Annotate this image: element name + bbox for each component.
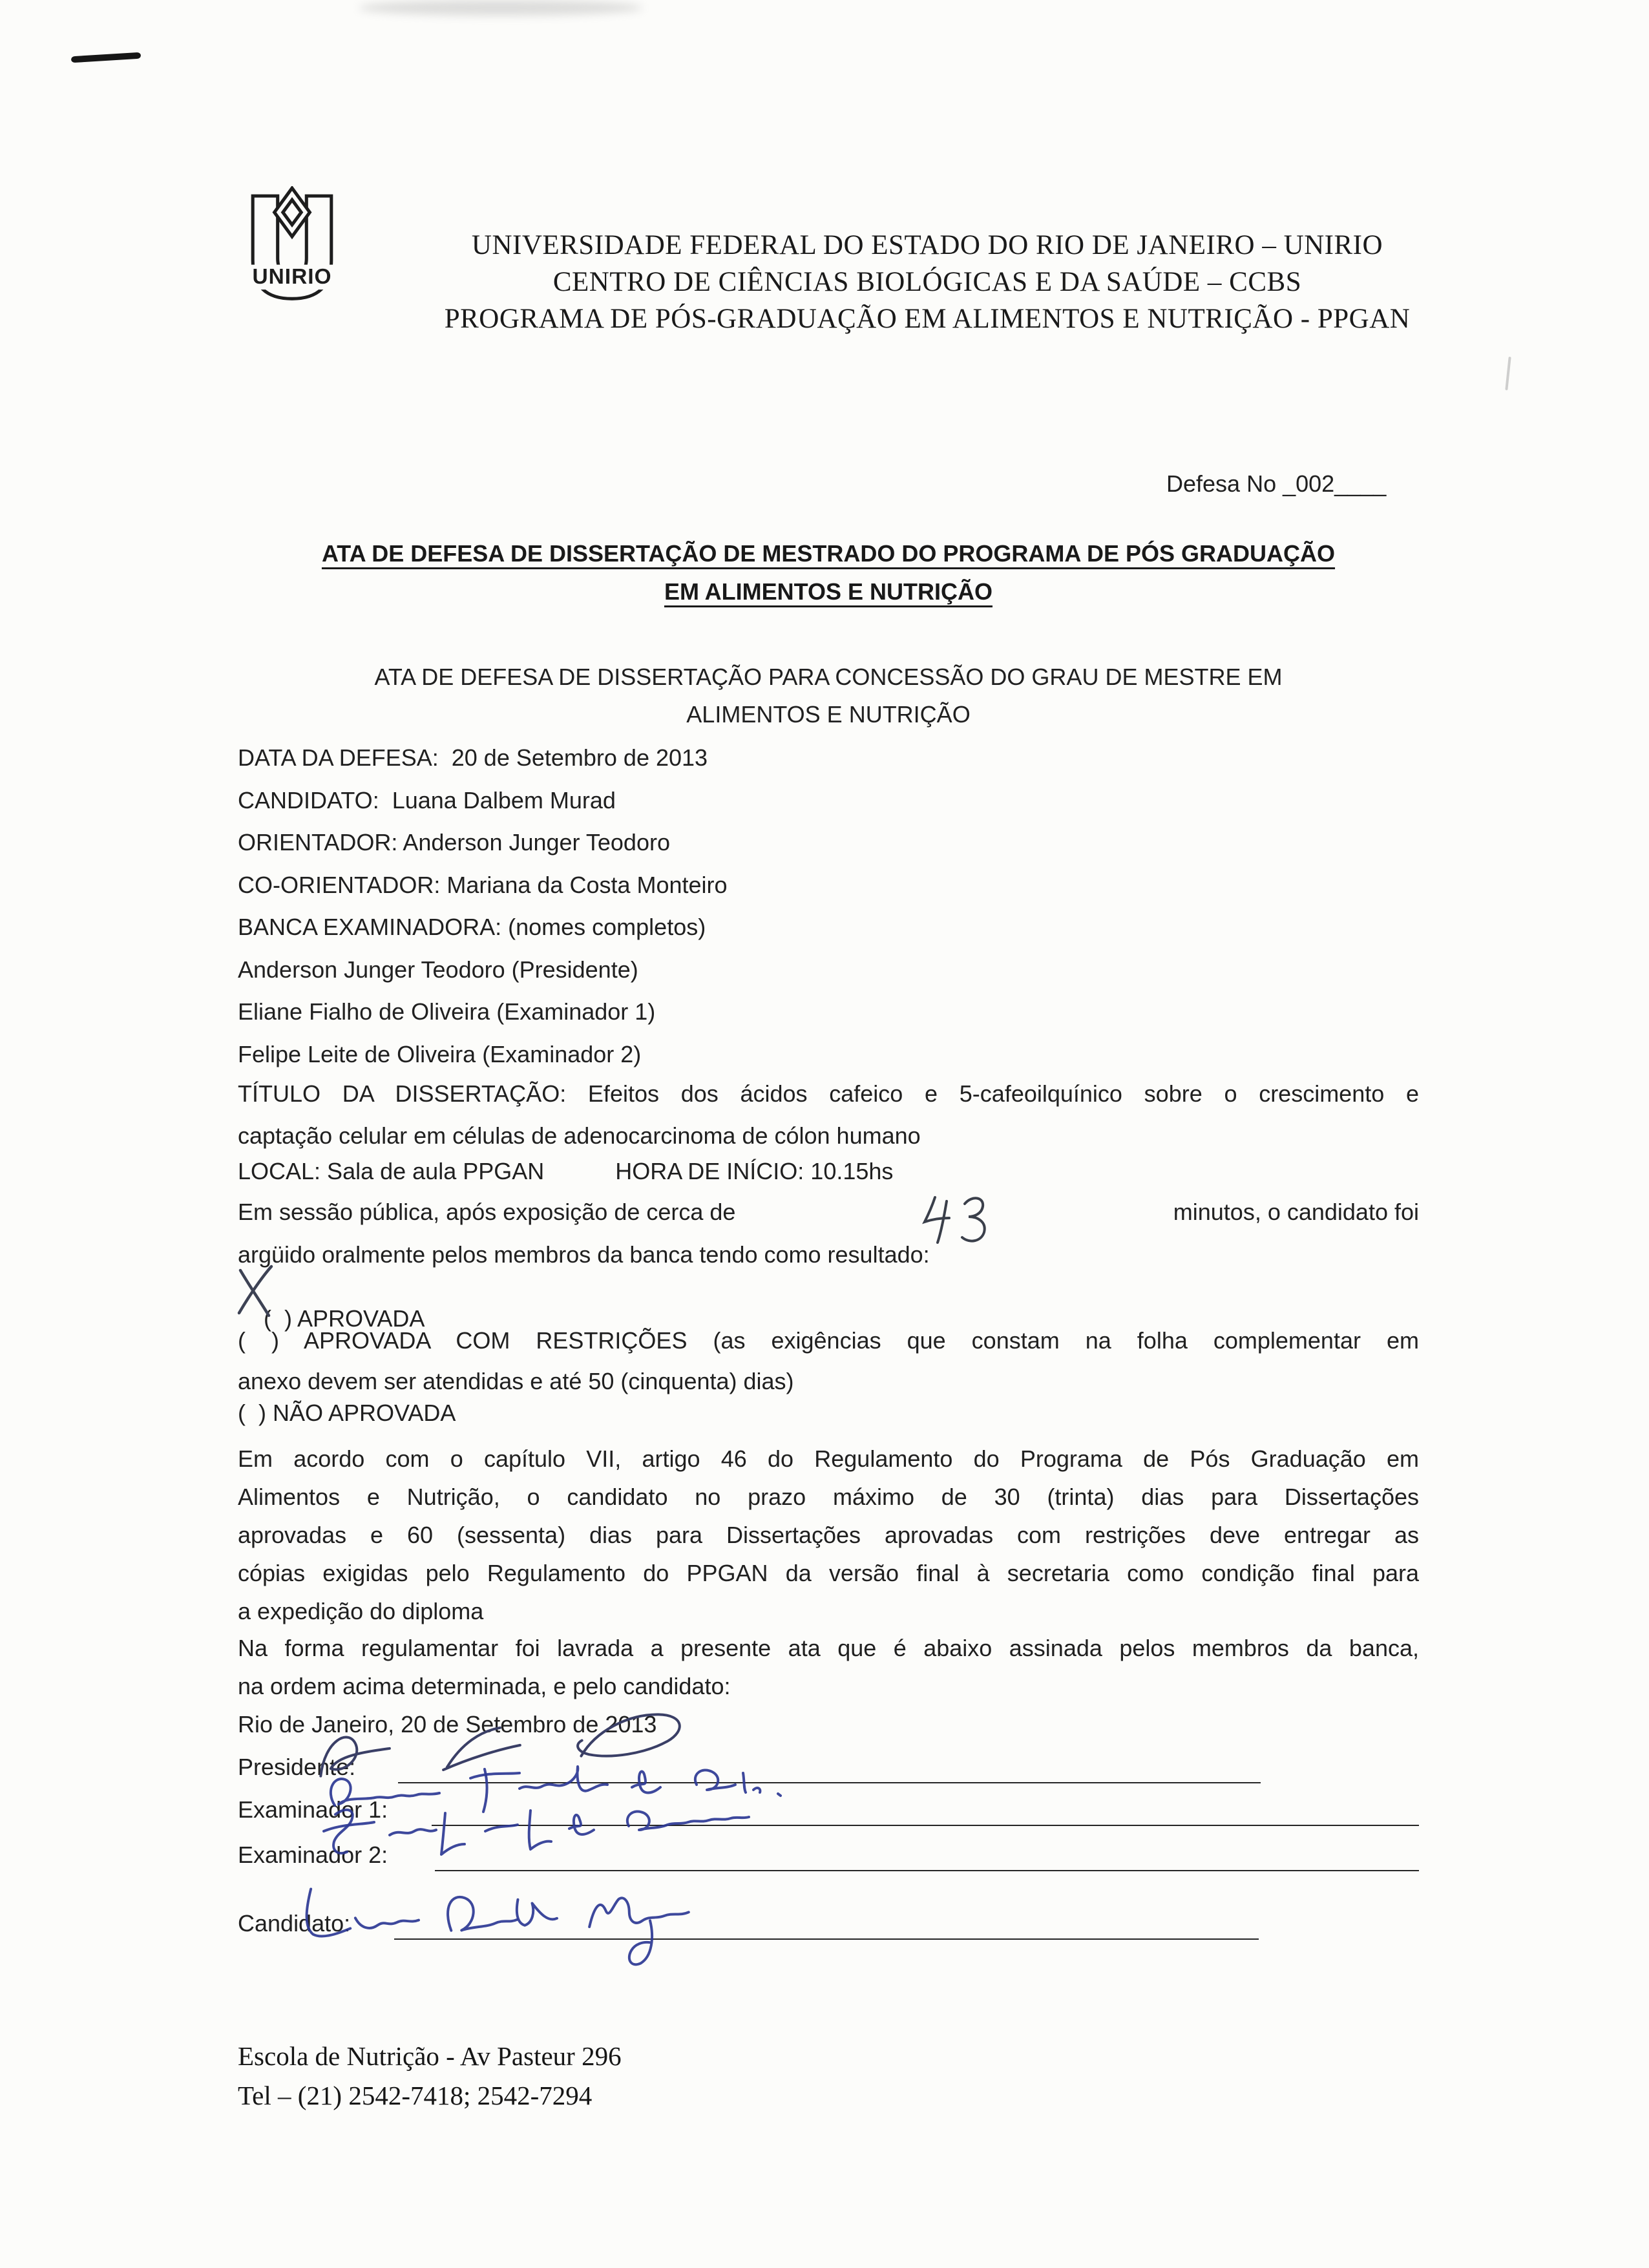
signature-label-candidato: Candidato: <box>238 1910 351 1937</box>
signature-label-presidente: Presidente: <box>238 1754 356 1780</box>
scan-artifact-dash <box>71 52 141 63</box>
unirio-logo-svg <box>243 186 341 330</box>
document-title <box>238 534 1419 611</box>
banca-member-examinador1: Eliane Fialho de Oliveira (Examinador 1) <box>238 998 656 1025</box>
document-title-line: ATA DE DEFESA DE DISSERTAÇÃO DE MESTRADO DO PROGRAMA DE PÓS GRADUAÇÃO <box>321 540 1336 567</box>
defense-details-list <box>238 737 1419 1075</box>
institution-header <box>349 227 1506 337</box>
institution-line: UNIVERSIDADE FEDERAL DO ESTADO DO RIO DE JANEIRO – UNIRIO <box>471 230 1383 260</box>
text-line: ( ) APROVADA COM RESTRIÇÕES (as exigências que constam na folha complementar em <box>238 1327 1419 1354</box>
detail-data-defesa: DATA DA DEFESA: 20 de Setembro de 2013 <box>238 744 708 771</box>
text-line: captação celular em células de adenocarcinoma de cólon humano <box>238 1122 921 1149</box>
hora-inicio-label: HORA DE INÍCIO: 10.15hs <box>615 1158 894 1184</box>
text-line: TÍTULO DA DISSERTAÇÃO: Efeitos dos ácidos cafeico e 5-cafeoilquínico sobre o crescimento e <box>238 1080 1419 1107</box>
sessao-text-after: minutos, o candidato foi <box>1173 1199 1419 1225</box>
sessao-text-before: Em sessão pública, após exposição de cerca de <box>238 1199 736 1225</box>
place-date-line: Rio de Janeiro, 20 de Setembro de 2013 <box>238 1711 657 1738</box>
text-line: Em acordo com o capítulo VII, artigo 46 do Regulamento do Programa de Pós Graduação em <box>238 1445 1419 1472</box>
unirio-logo <box>243 186 341 333</box>
institution-line: PROGRAMA DE PÓS-GRADUAÇÃO EM ALIMENTOS E NUTRIÇÃO - PPGAN <box>444 304 1411 334</box>
sessao-publica-line <box>238 1199 1419 1248</box>
option-nao-aprovada: ( ) NÃO APROVADA <box>238 1400 456 1426</box>
scan-artifact-tick <box>1505 357 1511 390</box>
handwritten-x-mark <box>233 1264 278 1318</box>
text-line: cópias exigidas pelo Regulamento do PPGAN da versão final à secretaria como condição final para <box>238 1560 1419 1586</box>
detail-co-orientador: CO-ORIENTADOR: Mariana da Costa Monteiro <box>238 871 728 898</box>
banca-member-examinador2: Felipe Leite de Oliveira (Examinador 2) <box>238 1040 642 1067</box>
regulamento-paragraph <box>238 1440 1419 1630</box>
sessao-publica-line2: argüido oralmente pelos membros da banca tendo como resultado: <box>238 1241 930 1268</box>
detail-orientador: ORIENTADOR: Anderson Junger Teodoro <box>238 829 670 856</box>
option-aprovada-label: ( ) APROVADA <box>264 1305 425 1332</box>
handwritten-minutes <box>916 1188 993 1248</box>
signature-label-examinador1: Examinador 1: <box>238 1796 388 1823</box>
text-line: anexo devem ser atendidas e até 50 (cinquenta) dias) <box>238 1368 794 1394</box>
defesa-number: Defesa No _002____ <box>1166 470 1387 497</box>
local-label: LOCAL: Sala de aula PPGAN <box>238 1158 545 1184</box>
detail-candidato: CANDIDATO: Luana Dalbem Murad <box>238 786 616 814</box>
option-aprovada-com-restricoes <box>238 1320 1419 1402</box>
text-line: Alimentos e Nutrição, o candidato no prazo máximo de 30 (trinta) dias para Dissertações <box>238 1484 1419 1510</box>
text-line: aprovadas e 60 (sessenta) dias para Dissertações aprovadas com restrições deve entregar as <box>238 1522 1419 1548</box>
encerramento-paragraph <box>238 1629 1419 1705</box>
document-subtitle <box>238 658 1419 733</box>
document-title-line: EM ALIMENTOS E NUTRIÇÃO <box>664 578 993 605</box>
footer-line-address: Escola de Nutrição - Av Pasteur 296 <box>238 2041 622 2071</box>
text-line: Na forma regulamentar foi lavrada a presente ata que é abaixo assinada pelos membros da banca, <box>238 1635 1419 1661</box>
footer-address <box>238 2037 622 2116</box>
institution-line: CENTRO DE CIÊNCIAS BIOLÓGICAS E DA SAÚDE – CCBS <box>552 267 1302 297</box>
dissertation-title-paragraph <box>238 1073 1419 1157</box>
banca-member-presidente: Anderson Junger Teodoro (Presidente) <box>238 956 638 983</box>
text-line: na ordem acima determinada, e pelo candidato: <box>238 1673 731 1699</box>
signature-ink-candidato <box>288 1864 742 1978</box>
logo-diamond-outer <box>275 188 310 236</box>
detail-banca: BANCA EXAMINADORA: (nomes completos) <box>238 914 706 940</box>
document-subtitle-line: ATA DE DEFESA DE DISSERTAÇÃO PARA CONCESSÃO DO GRAU DE MESTRE EM <box>374 664 1283 690</box>
text-line: a expedição do diploma <box>238 1598 484 1624</box>
document-subtitle-line: ALIMENTOS E NUTRIÇÃO <box>686 701 971 728</box>
scan-artifact-smudge <box>359 0 643 16</box>
local-hora-row <box>238 1158 1419 1185</box>
signature-row-candidato <box>238 1910 1419 1957</box>
signature-label-examinador2: Examinador 2: <box>238 1842 388 1868</box>
footer-line-phone: Tel – (21) 2542-7418; 2542-7294 <box>238 2081 593 2110</box>
logo-text: UNIRIO <box>252 265 332 289</box>
